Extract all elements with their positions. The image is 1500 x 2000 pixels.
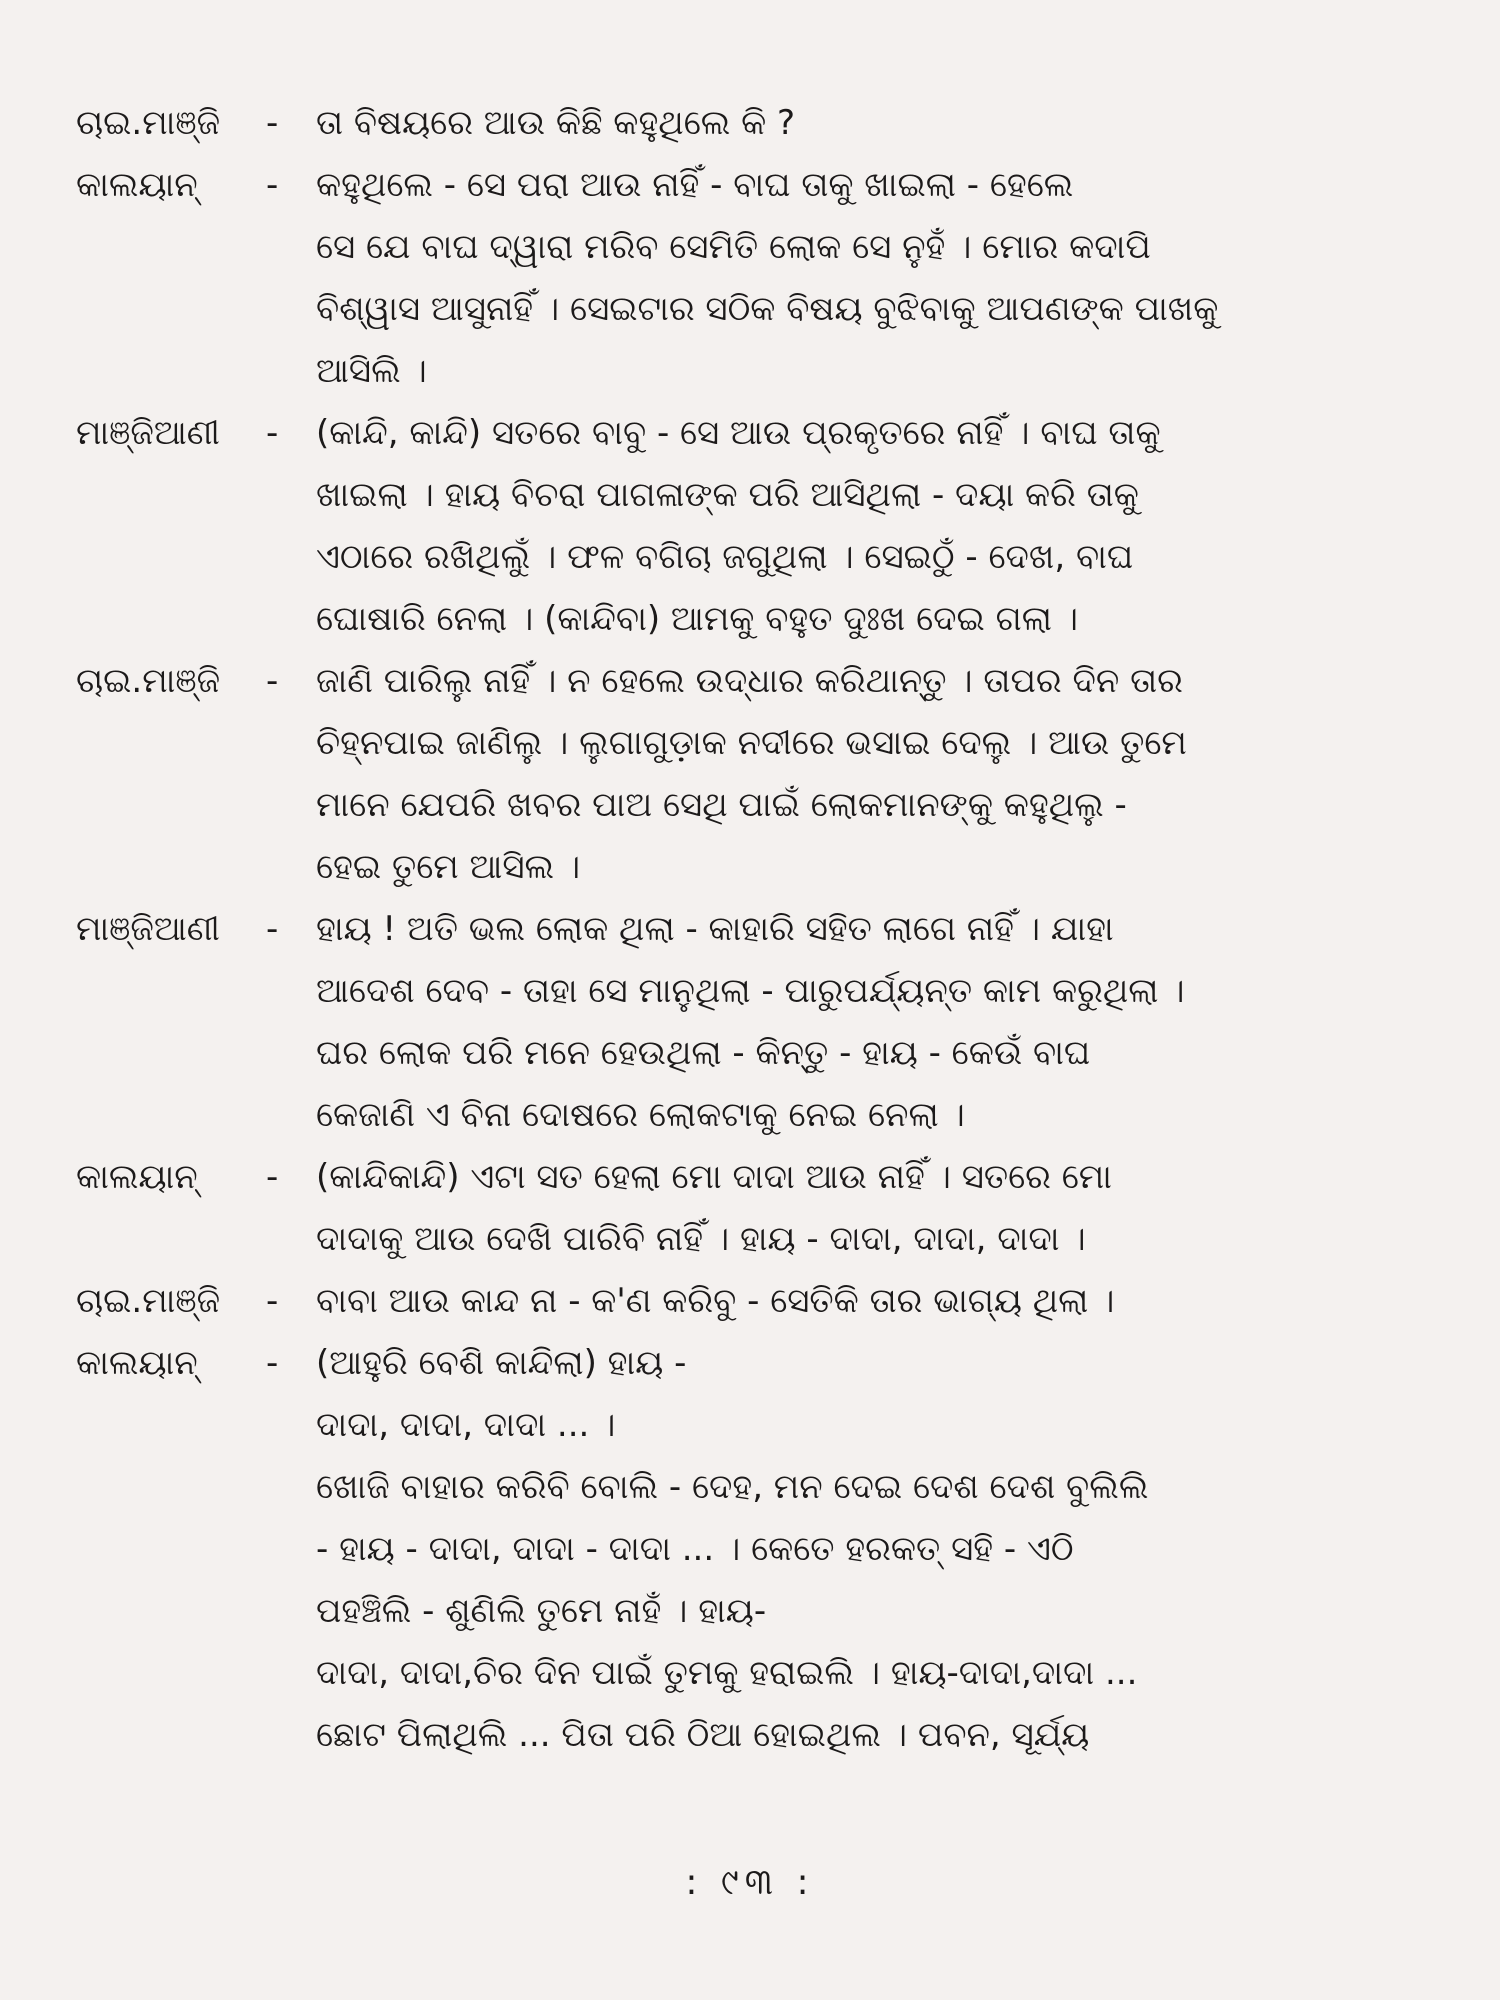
speech-line: ବାବା ଆଉ କାନ୍ଦ ନା - କ'ଣ କରିବୁ - ସେତିକି ତାର ଭାଗ୍ୟ ଥିଲା । (316, 1281, 1115, 1321)
speech-text (316, 92, 1456, 154)
speaker-name: ଚାଇ.ମାଞ୍ଜି (76, 1281, 221, 1321)
speech-line: (କାନ୍ଦି, କାନ୍ଦି) ସତରେ ବାବୁ - ସେ ଆଉ ପ୍ରକୃତରେ ନାହିଁ । ବାଘ ତାକୁ (316, 413, 1161, 453)
speech-line: ଖୋଜି ବାହାର କରିବି ବୋଲି - ଦେହ, ମନ ଦେଇ ଦେଶ ଦେଶ ବୁଲିଲି (316, 1467, 1149, 1507)
speech-text (316, 1270, 1456, 1332)
speech-line: ଆଦେଶ ଦେବ - ତାହା ସେ ମାନୁଥିଲା - ପାରୁପର୍ଯ୍ୟନ୍ତ କାମ କରୁଥିଲା । (316, 971, 1185, 1011)
speech-line: ଖାଇଲା । ହାୟ ବିଚରା ପାଗଳାଙ୍କ ପରି ଆସିଥିଲା - ଦୟା କରି ତାକୁ (316, 475, 1139, 515)
speech-line: - ହାୟ - ଦାଦା, ଦାଦା - ଦାଦା ... । କେତେ ହରକତ୍ ସହି - ଏଠି (316, 1529, 1074, 1569)
speech-line: ଦାଦାକୁ ଆଉ ଦେଖି ପାରିବି ନାହିଁ । ହାୟ - ଦାଦା, ଦାଦା, ଦାଦା । (316, 1219, 1086, 1259)
speech-line: ଏଠାରେ ରଖିଥିଲୁଁ । ଫଳ ବଗିଚା ଜଗୁଥିଲା । ସେଇଠୁଁ - ଦେଖ, ବାଘ (316, 537, 1134, 577)
speech-text (316, 154, 1456, 402)
speech-line: ଦାଦା, ଦାଦା,ଚିର ଦିନ ପାଇଁ ତୁମକୁ ହରାଇଲି । ହାୟ-ଦାଦା,ଦାଦା ... (316, 1653, 1138, 1693)
speaker-dash: - (266, 413, 279, 453)
speaker-dash: - (266, 909, 279, 949)
dialogue-entry (76, 898, 1456, 1146)
speech-line: ଘୋଷାରି ନେଲା । (କାନ୍ଦିବା) ଆମକୁ ବହୁତ ଦୁଃଖ ଦେଇ ଗଲା । (316, 599, 1079, 639)
speech-line: ଆସିଲି । (316, 351, 427, 391)
speaker-name: ମାଞ୍ଜିଆଣୀ (76, 413, 220, 453)
dialogue-block (0, 92, 1500, 1766)
speech-line: ତା ବିଷୟରେ ଆଉ କିଛି କହୁଥିଲେ କି ? (316, 103, 796, 143)
dialogue-entry (76, 1332, 1456, 1766)
dialogue-entry (76, 154, 1456, 402)
speaker-dash: - (266, 1281, 279, 1321)
speech-text (316, 650, 1456, 898)
dialogue-entry (76, 92, 1456, 154)
speech-text (316, 1146, 1456, 1270)
speech-line: ଛୋଟ ପିଲାଥିଲି ... ପିତା ପରି ଠିଆ ହୋଇଥିଲ । ପବନ, ସୂର୍ଯ୍ୟ (316, 1715, 1090, 1755)
speech-text (316, 1332, 1456, 1766)
speaker-dash: - (266, 661, 279, 701)
speech-text (316, 898, 1456, 1146)
speaker-dash: - (266, 165, 279, 205)
speaker-dash: - (266, 1343, 279, 1383)
speech-line: ଜାଣି ପାରିଲୁ ନାହିଁ । ନ ହେଲେ ଉଦ୍ଧାର କରିଥାନ୍ତୁ । ତାପର ଦିନ ତାର (316, 661, 1183, 701)
speech-line: ବିଶ୍ୱାସ ଆସୁନାହିଁ । ସେଇଟାର ସଠିକ ବିଷୟ ବୁଝିବାକୁ ଆପଣଙ୍କ ପାଖକୁ (316, 289, 1219, 329)
dialogue-entry (76, 402, 1456, 650)
speech-line: ସେ ଯେ ବାଘ ଦ୍ୱାରା ମରିବ ସେମିତି ଲୋକ ସେ ନୁହଁ । ମୋର କଦାପି (316, 227, 1151, 267)
speaker-name: କାଲୟାନ୍ (76, 1157, 198, 1197)
speech-line: (ଆହୁରି ବେଶି କାନ୍ଦିଲା) ହାୟ - (316, 1343, 687, 1383)
speech-line: ମାନେ ଯେପରି ଖବର ପାଅ ସେଥି ପାଇଁ ଲୋକମାନଙ୍କୁ କହୁଥିଲୁ - (316, 785, 1127, 825)
speaker-dash: - (266, 103, 279, 143)
speaker-name: କାଲୟାନ୍ (76, 165, 198, 205)
dialogue-entry (76, 650, 1456, 898)
speech-line: ଦାଦା, ଦାଦା, ଦାଦା ... । (316, 1405, 616, 1445)
speaker-name: ଚାଇ.ମାଞ୍ଜି (76, 103, 221, 143)
speech-line: ହେଇ ତୁମେ ଆସିଲ । (316, 847, 581, 887)
dialogue-entry (76, 1146, 1456, 1270)
speaker-dash: - (266, 1157, 279, 1197)
speech-line: ଘର ଲୋକ ପରି ମନେ ହେଉଥିଲା - କିନ୍ତୁ - ହାୟ - କେଉଁ ବାଘ (316, 1033, 1091, 1073)
speaker-name: ମାଞ୍ଜିଆଣୀ (76, 909, 220, 949)
speech-line: (କାନ୍ଦିକାନ୍ଦି) ଏଟା ସତ ହେଲା ମୋ ଦାଦା ଆଉ ନାହିଁ । ସତରେ ମୋ (316, 1157, 1112, 1197)
page-number: : ୯୩ : (685, 1862, 815, 1903)
speech-line: ପହଞ୍ଚିଲି - ଶୁଣିଲି ତୁମେ ନାହଁ । ହାୟ- (316, 1591, 767, 1631)
speech-text (316, 402, 1456, 650)
speaker-name: ଚାଇ.ମାଞ୍ଜି (76, 661, 221, 701)
speech-line: କହୁଥିଲେ - ସେ ପରା ଆଉ ନାହିଁ - ବାଘ ତାକୁ ଖାଇଲା - ହେଲେ (316, 165, 1074, 205)
speaker-name: କାଲୟାନ୍ (76, 1343, 198, 1383)
speech-line: କେଜାଣି ଏ ବିନା ଦୋଷରେ ଲୋକଟାକୁ ନେଇ ନେଲା । (316, 1095, 965, 1135)
speech-line: ଚିହ୍ନପାଇ ଜାଣିଲୁ । ଲୁଗାଗୁଡ଼ାକ ନଦୀରେ ଭସାଇ ଦେଲୁ । ଆଉ ତୁମେ (316, 723, 1187, 763)
dialogue-entry (76, 1270, 1456, 1332)
speech-line: ହାୟ ! ଅତି ଭଲ ଲୋକ ଥିଲା - କାହାରି ସହିତ ଲାଗେ ନାହିଁ । ଯାହା (316, 909, 1114, 949)
